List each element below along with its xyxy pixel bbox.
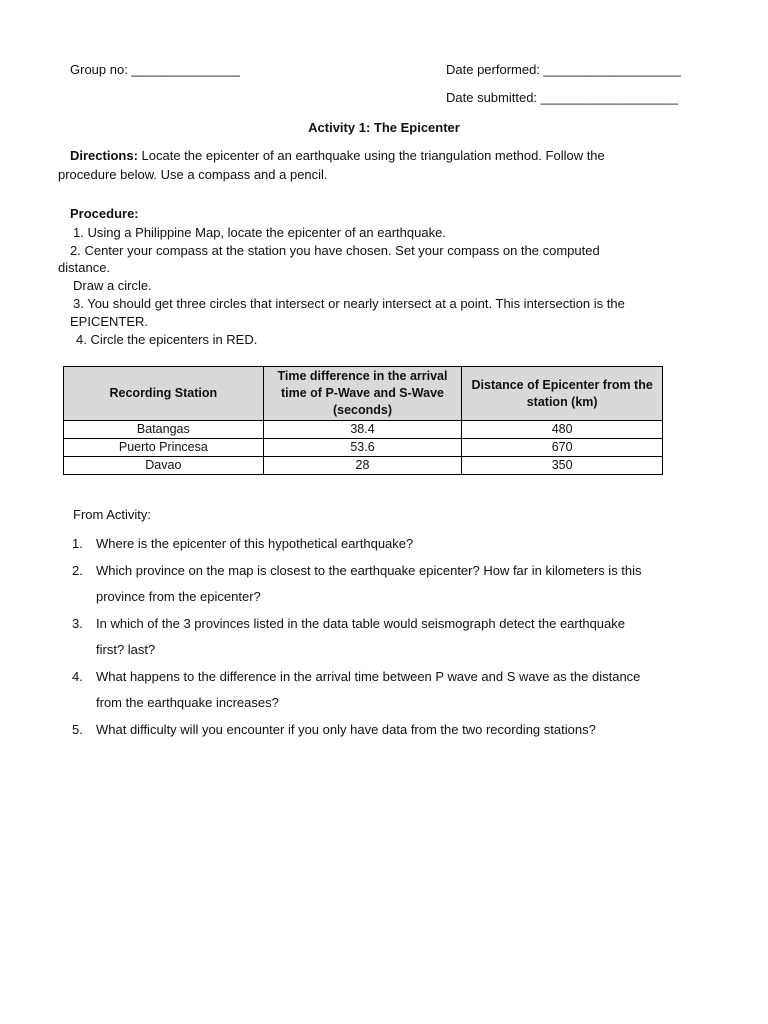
directions-text-1: Locate the epicenter of an earthquake using the triangulation method. Follow the [137, 148, 605, 163]
cell-station: Batangas [64, 421, 264, 439]
cell-distance: 350 [462, 457, 663, 475]
question-number: 5. [72, 722, 83, 737]
cell-time-difference: 53.6 [263, 439, 462, 457]
directions-line-2: procedure below. Use a compass and a pencil. [58, 167, 328, 182]
question-text: Which province on the map is closest to the earthquake epicenter? How far in kilometers is this [96, 563, 642, 578]
question-text-cont: first? last? [96, 642, 156, 657]
question-text: In which of the 3 provinces listed in the data table would seismograph detect the earthquake [96, 616, 625, 631]
procedure-step-3-cont: EPICENTER. [70, 314, 149, 329]
question-text: Where is the epicenter of this hypothetical earthquake? [96, 536, 414, 551]
question-text: What difficulty will you encounter if you only have data from the two recording stations? [96, 722, 596, 737]
column-header-distance: Distance of Epicenter from the station (km) [462, 367, 663, 421]
question-number: 2. [72, 563, 83, 578]
cell-time-difference: 28 [263, 457, 462, 475]
question-number: 3. [72, 616, 83, 631]
cell-distance: 480 [462, 421, 663, 439]
cell-station: Puerto Princesa [64, 439, 264, 457]
table-row [64, 439, 663, 457]
page-title: Activity 1: The Epicenter [308, 120, 460, 135]
procedure-step-2-cont: distance. [58, 260, 111, 275]
procedure-step-2: 2. Center your compass at the station you have chosen. Set your compass on the computed [70, 243, 600, 258]
cell-distance: 670 [462, 439, 663, 457]
table-header-row [64, 367, 663, 421]
procedure-step-4: 4. Circle the epicenters in RED. [76, 332, 258, 347]
directions-line-1 [70, 148, 605, 163]
procedure-step-1: 1. Using a Philippine Map, locate the epicenter of an earthquake. [73, 225, 446, 240]
table-row [64, 457, 663, 475]
question-number: 4. [72, 669, 83, 684]
column-header-time-difference: Time difference in the arrival time of P-Wave and S-Wave (seconds) [263, 367, 462, 421]
cell-station: Davao [64, 457, 264, 475]
table-row [64, 421, 663, 439]
data-table [63, 366, 663, 475]
date-performed-field: Date performed: ___________________ [446, 62, 681, 77]
from-activity-label: From Activity: [73, 507, 152, 522]
question-text: What happens to the difference in the arrival time between P wave and S wave as the distance [96, 669, 641, 684]
procedure-draw-circle: Draw a circle. [73, 278, 152, 293]
question-text-cont: province from the epicenter? [96, 589, 261, 604]
date-submitted-field: Date submitted: ___________________ [446, 90, 679, 105]
group-no-field: Group no: _______________ [70, 62, 240, 77]
procedure-step-3: 3. You should get three circles that intersect or nearly intersect at a point. This intersection is the [73, 296, 625, 311]
column-header-station: Recording Station [64, 367, 264, 421]
question-number: 1. [72, 536, 83, 551]
directions-label: Directions: [70, 148, 138, 163]
question-text-cont: from the earthquake increases? [96, 695, 279, 710]
procedure-label: Procedure: [70, 206, 139, 221]
cell-time-difference: 38.4 [263, 421, 462, 439]
